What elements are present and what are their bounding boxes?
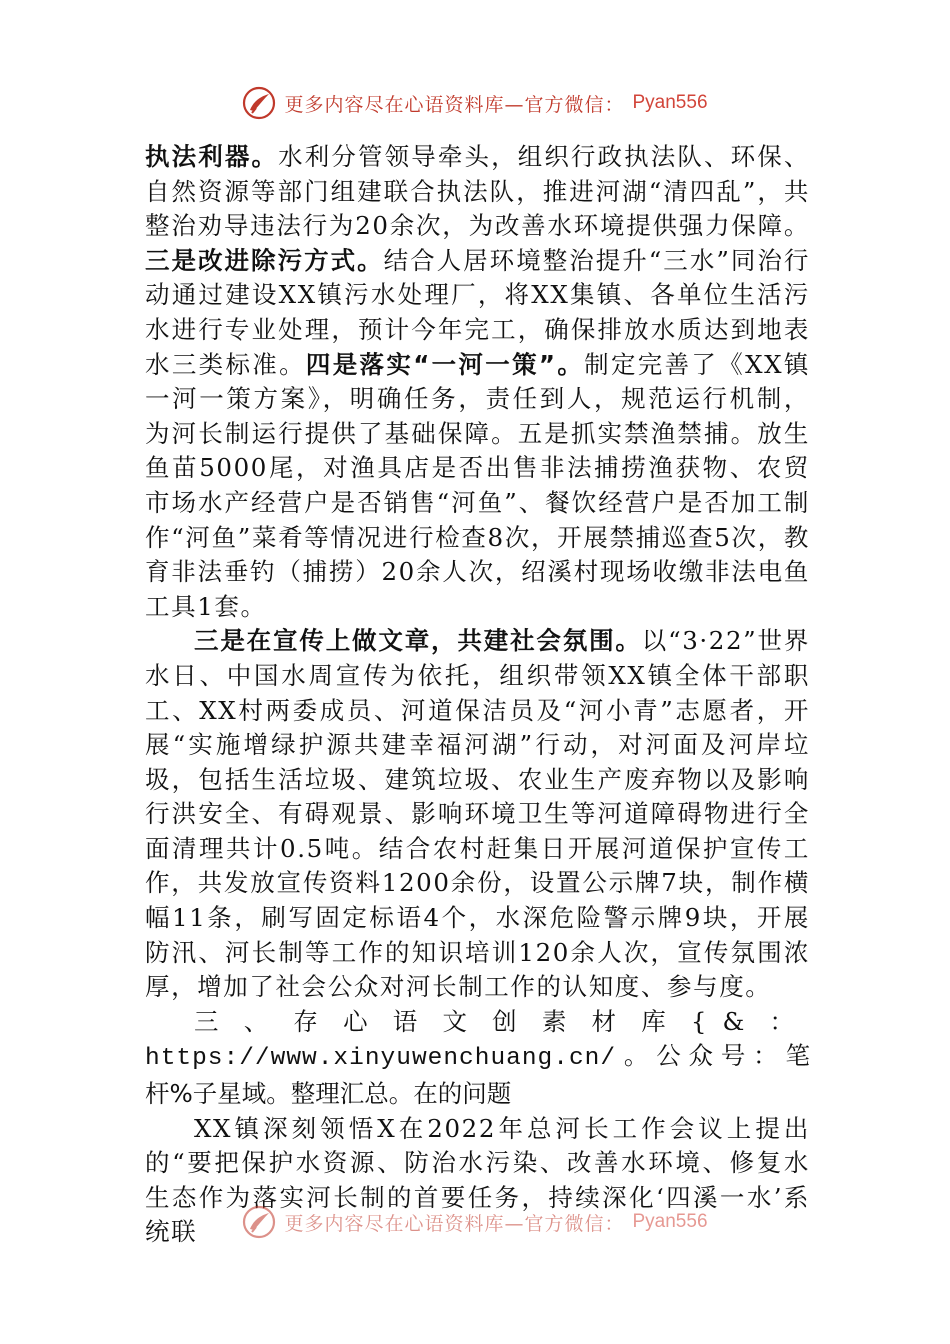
body-text: 水利分管领导牵头，组织行政执法队、环保、自然资源等部门组建联合执法队，推进河湖“清四乱”，共整治劝导违法行为20余次，为改善水环境提供强力保障。 xyxy=(145,142,811,241)
bold-phrase: 三是在宣传上做文章，共建社会氛围。 xyxy=(194,626,642,656)
bold-phrase: 执法利器。 xyxy=(145,142,279,171)
paragraph-enforcement xyxy=(145,140,810,624)
header-watermark xyxy=(0,83,950,123)
heading-prefix: 三、 xyxy=(194,1006,294,1036)
section-heading xyxy=(145,1005,810,1112)
body-text: 制定完善了《XX镇一河一策方案》，明确任务，责任到人，规范运行机制，为河长制运行提供了基础保障。五是抓实禁渔禁捕。放生鱼苗5000尾，对渔具店是否出售非法捕捞渔获物、农贸市场水产经营户是否销售“河鱼”、餐饮经营户是否加工制作“河鱼”菜肴等情况进行检查8次，开展禁捕巡查5次，教育非法垂钓（捕捞）20余人次，绍溪村现场收缴非法电鱼工具1套。 xyxy=(145,349,810,621)
bold-phrase: 三是改进除污方式。 xyxy=(145,245,384,275)
heading-suffix: 在的问题 xyxy=(413,1079,512,1109)
bold-phrase: 四是落实“一河一策”。 xyxy=(305,349,585,379)
document-body xyxy=(145,140,810,1250)
inserted-text: 存心语文创素材库{&： xyxy=(293,1006,810,1036)
pen-logo-icon xyxy=(242,1205,276,1239)
watermark-text: 更多内容尽在心语资料库—官方微信： xyxy=(284,93,625,116)
pen-logo-icon xyxy=(242,86,276,120)
paragraph-publicity xyxy=(145,624,810,1005)
footer-watermark xyxy=(0,1202,950,1242)
body-text: 结合人居环境整治提升“三水”同治行动通过建设XX镇污水处理厂，将XX集镇、各单位生活污水进行专业处理，预计今年完工，确保排放水质达到地表水三类标准。 xyxy=(145,245,810,379)
watermark-wechat-id: Pyan556 xyxy=(632,1211,708,1232)
body-text: XX镇深刻领悟X在2022年总河长工作会议上提出的“要把保护水资源、防治水污染、改善水环境、修复水生态作为落实河长制的首要任务，持续深化‘四溪一水’系统联 xyxy=(145,1113,810,1247)
body-text: 以“3·22”世界水日、中国水周宣传为依托，组织带领XX镇全体干部职工、XX村两委成员、河道保洁员及“河小青”志愿者，开展“实施增绿护源共建幸福河湖”行动，对河面及河岸垃圾，包括生活垃圾、建筑垃圾、农业生产废弃物以及影响行洪安全、有碍观景、影响环境卫生等河道障碍物进行全面清理共计0.5吨。结合农村赶集日开展河道保护宣传工作，共发放宣传资料1200余份，设置公示牌7块，制作横幅11条，刷写固定标语4个，水深危险警示牌9块，开展防汛、河长制等工作的知识培训120余人次，宣传氛围浓厚，增加了社会公众对河长制工作的认知度、参与度。 xyxy=(145,626,810,1002)
inserted-text: 。公众号：笔杆%子星域。整理汇总。 xyxy=(145,1041,810,1109)
inserted-url: https://www.xinyuwenchuang.cn/ xyxy=(145,1045,617,1073)
watermark-text: 更多内容尽在心语资料库—官方微信： xyxy=(284,1212,625,1235)
watermark-wechat-id: Pyan556 xyxy=(632,92,708,113)
